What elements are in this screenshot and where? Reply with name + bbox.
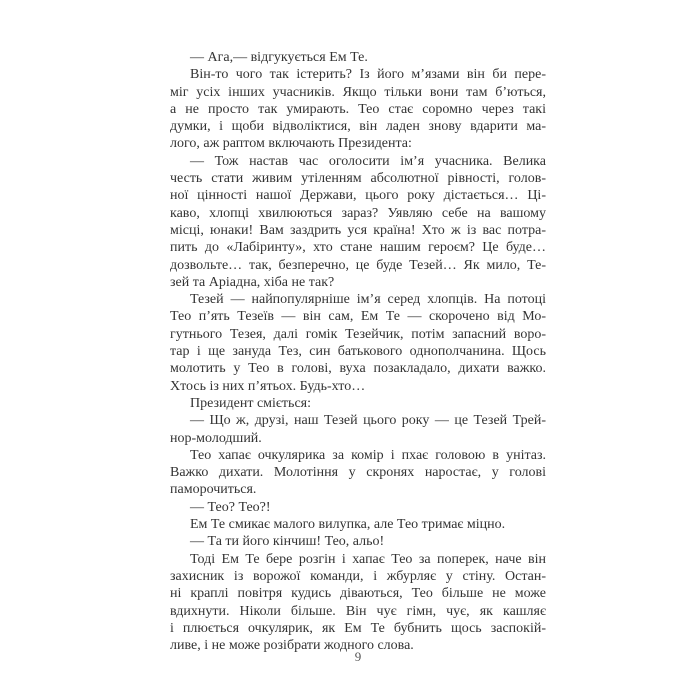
text-line: Тео п’ять Тезеїв — він сам, Ем Те — скорочено від Мо- bbox=[170, 309, 546, 325]
text-line: Хтось із них п’ятьох. Будь-хто… bbox=[170, 378, 366, 394]
text-line: каво, хлопці хвилюються зараз? Уявляю себе на вашому bbox=[170, 205, 546, 221]
text-line: Важко дихати. Молотіння у скронях наростає, у голові bbox=[170, 465, 546, 481]
text-line: ної цінності нашої Держави, цього року дістається… Ці- bbox=[170, 188, 546, 204]
text-line: Ем Те смикає малого вилупка, але Тео тримає міцно. bbox=[190, 517, 506, 533]
text-line: нор-молодший. bbox=[170, 430, 262, 446]
text-line: гутнього Тезея, далі гомік Тезейчик, потім запасний воро- bbox=[170, 326, 546, 342]
text-line: міг усіх інших учасників. Якщо тільки вони там б’ються, bbox=[170, 84, 546, 100]
text-line: Він-то чого так істерить? Із його м’язами він би пере- bbox=[190, 67, 546, 83]
text-line: — Що ж, друзі, наш Тезей цього року — це Тезей Трей- bbox=[190, 413, 546, 429]
page-number: 9 bbox=[354, 649, 362, 664]
text-line: пить до «Лабіринту», хто стане нашим героєм? Це буде… bbox=[170, 240, 546, 256]
text-line: думки, і щоби відволіктися, він ладен знову вдарити ма- bbox=[170, 119, 546, 135]
text-line: — Та ти його кінчиш! Тео, альо! bbox=[190, 534, 385, 550]
text-line: ні краплі повітря кудись діваються, Тео більше не може bbox=[170, 586, 546, 602]
text-line: — Тож настав час оголосити ім’я учасника. Велика bbox=[190, 153, 546, 169]
page-text-block bbox=[170, 49, 546, 654]
text-line: молотить у Тео в голові, вуха позакладало, дихати важко. bbox=[170, 361, 546, 377]
text-line: вдихнути. Ніколи більше. Він чує гімн, чує, як кашляє bbox=[170, 603, 546, 619]
text-line: ливе, і не може розібрати жодного слова. bbox=[170, 638, 414, 654]
text-line: і плюється очкулярик, як Ем Те бубнить щось заспокій- bbox=[170, 620, 546, 636]
text-line: зей та Аріадна, хіба не так? bbox=[170, 274, 335, 290]
text-line: тар і ще зануда Тез, син батькового однополчанина. Щось bbox=[170, 344, 546, 360]
text-line: честь стати живим утіленням абсолютної рівності, голов- bbox=[170, 171, 546, 187]
text-line: лого, аж раптом включають Президента: bbox=[170, 136, 412, 152]
text-line: а не просто так умирають. Тео стає соромно через такі bbox=[170, 101, 546, 117]
text-line: Тоді Ем Те бере розгін і хапає Тео за поперек, наче він bbox=[190, 551, 546, 567]
text-line: Тезей — найпопулярніше ім’я серед хлопців. На потоці bbox=[190, 292, 546, 308]
text-line: Президент сміється: bbox=[190, 395, 311, 411]
text-line: дозвольте… так, безперечно, це буде Тезей… Як мило, Те- bbox=[170, 257, 546, 273]
text-line: — Тео? Тео?! bbox=[190, 499, 271, 515]
text-line: — Ага,— відгукується Ем Те. bbox=[190, 50, 368, 65]
text-line: місці, юнаки! Вам заздрить уся країна! Хто ж із вас потра- bbox=[170, 222, 546, 238]
text-line: паморочиться. bbox=[170, 482, 257, 498]
text-line: захисник із ворожої команди, і жбурляє у стіну. Остан- bbox=[170, 568, 546, 584]
text-line: Тео хапає очкулярика за комір і пхає головою в унітаз. bbox=[190, 447, 546, 463]
